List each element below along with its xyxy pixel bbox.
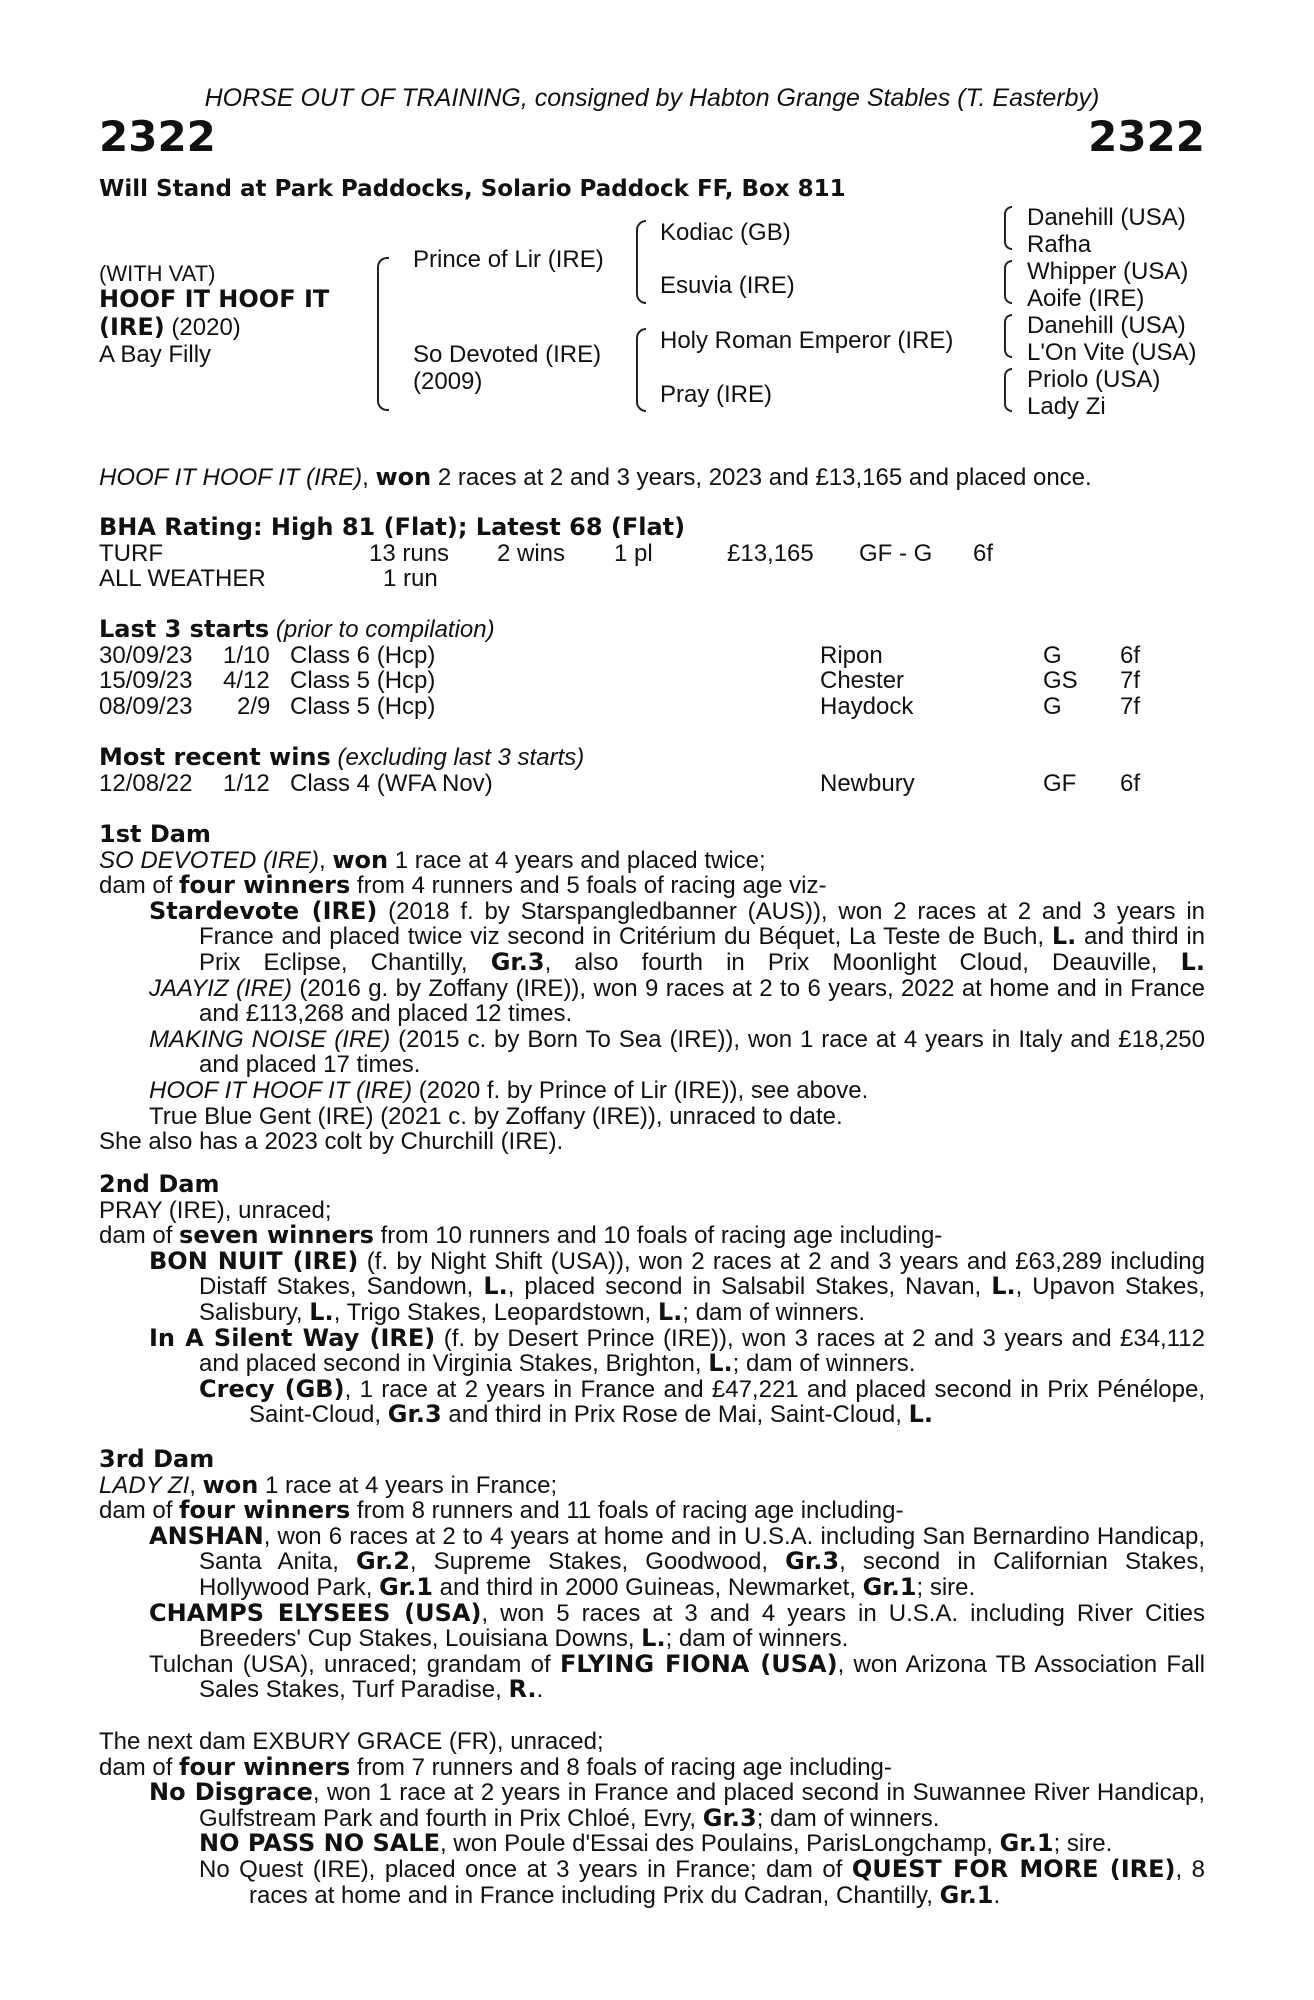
dam2-entry-1: BON NUIT (IRE) (f. by Night Shift (USA)), won 2 races at 2 and 3 years and £63,289 including Distaff Stakes, Sandown, L., placed second in Salsabil Stakes, Navan, L., Upavon Stakes, Salisbury, L., Trigo Stakes, Leopardstown, L.; dam of winners.: [149, 1246, 1205, 1326]
last-3-starts: Last 3 starts (prior to compilation) 30/09/23 1/10 Class 6 (Hcp) Ripon G 6f 15/09/23 4/12 Class 5 (Hcp) Chester GS 7f 08/09/23 2/9 Class 5 (Hcp) Haydock G 7f: [99, 617, 1205, 719]
third-dam: 3rd Dam LADY ZI, won 1 race at 4 years in France; dam of four winners from 8 runners and 11 foals of racing age including- ANSHAN, won 6 races at 2 to 4 years at home and in U.S.A. including San Bernardino Handicap, Santa Anita, Gr.2, Supreme Stakes, Goodwood, Gr.3, second in Californian Stakes, Hollywood Park, Gr.1 and third in 2000 Guineas, Newmarket, Gr.1; sire. CHAMPS ELYSEES (USA), won 5 races at 3 and 4 years in U.S.A. including River Cities Breeders' Cup Stakes, Louisiana Downs, L.; dam of winners. Tulchan (USA), unraced; grandam of FLYING FIONA (USA), won Arizona TB Association Fall Sales Stakes, Turf Paradise, R..: [99, 1445, 1205, 1704]
dss: Danehill (USA): [1027, 312, 1186, 339]
dam1-footnote: She also has a 2023 colt by Churchill (IRE).: [99, 1128, 564, 1156]
rating-row-aw: ALL WEATHER 1 run: [99, 565, 438, 593]
horse-description: A Bay Filly: [99, 341, 212, 368]
start-row: 15/09/23 4/12 Class 5 (Hcp) Chester GS 7f: [99, 667, 1141, 695]
horse-name: HOOF IT HOOF IT: [99, 285, 330, 313]
start-row: 08/09/23 2/9 Class 5 (Hcp) Haydock G 7f: [99, 692, 1141, 720]
pedigree-bracket: [377, 257, 389, 411]
sds: Whipper (USA): [1027, 258, 1189, 285]
race-summary: HOOF IT HOOF IT (IRE), won 2 races at 2 and 3 years, 2023 and £13,165 and placed once.: [99, 463, 1092, 491]
dam2-entry-2: In A Silent Way (IRE) (f. by Desert Prince (IRE)), won 3 races at 2 and 3 years and £34,112 and placed second in Virginia Stakes, Brighton, L.; dam of winners.: [149, 1323, 1205, 1378]
sdd: Aoife (IRE): [1027, 285, 1145, 312]
dam4-entry-2: NO PASS NO SALE, won Poule d'Essai des Poulains, ParisLongchamp, Gr.1; sire.: [199, 1829, 1113, 1858]
dam1-entry-5: True Blue Gent (IRE) (2021 c. by Zoffany (IRE)), unraced to date.: [149, 1102, 843, 1130]
dam2-entry-3: Crecy (GB), 1 race at 2 years in France and £47,221 and placed second in Prix Pénélope, Saint-Cloud, Gr.3 and third in Prix Rose de Mai, Saint-Cloud, L.: [199, 1374, 1205, 1429]
dam3-entry-2: CHAMPS ELYSEES (USA), won 5 races at 3 and 4 years in U.S.A. including River Cities Breeders' Cup Stakes, Louisiana Downs, L.; dam of winners.: [149, 1598, 1205, 1653]
sire-bracket: [636, 220, 646, 304]
dam-sire: Holy Roman Emperor (IRE): [660, 327, 954, 354]
lot-number-left: 2322: [99, 112, 216, 161]
dds: Priolo (USA): [1027, 366, 1161, 393]
bracket-g3-4: [1004, 368, 1012, 412]
next-dam: The next dam EXBURY GRACE (FR), unraced; dam of four winners from 7 runners and 8 foals of racing age including- No Disgrace, won 1 race at 2 years in France and placed second in Suwannee River Handicap, Gulfstream Park and fourth in Prix Chloé, Evry, Gr.3; dam of winners. NO PASS NO SALE, won Poule d'Essai des Poulains, ParisLongchamp, Gr.1; sire. No Quest (IRE), placed once at 3 years in France; dam of QUEST FOR MORE (IRE), 8 races at home and in France including Prix du Cadran, Chantilly, Gr.1.: [99, 1728, 1206, 1909]
dam-year: (2009): [413, 368, 483, 395]
rating-row-turf: TURF 13 runs 2 wins 1 pl £13,165 GF - G 6f: [99, 539, 994, 567]
dam1-entry-3: MAKING NOISE (IRE) (2015 c. by Born To Sea (IRE)), won 1 race at 4 years in Italy and £18,250 and placed 17 times.: [149, 1025, 1206, 1079]
rating-title: BHA Rating: High 81 (Flat); Latest 68 (Flat): [99, 513, 686, 541]
bracket-g3-1: [1004, 206, 1012, 250]
dam-dam: Pray (IRE): [660, 381, 773, 408]
stand-location: Will Stand at Park Paddocks, Solario Paddock FF, Box 811: [99, 176, 846, 202]
dsd: L'On Vite (USA): [1027, 339, 1197, 366]
dam-bracket: [636, 328, 646, 412]
sire: Prince of Lir (IRE): [413, 246, 604, 273]
horse-origin-year: (IRE) (2020): [99, 313, 241, 341]
rating-section: [99, 515, 1205, 592]
lot-number-right: 2322: [1088, 112, 1205, 161]
bracket-g3-2: [1004, 260, 1012, 304]
most-recent-wins: Most recent wins (excluding last 3 starts) 12/08/22 1/12 Class 4 (WFA Nov) Newbury GF 6f: [99, 745, 1205, 796]
dam3-entry-3: Tulchan (USA), unraced; grandam of FLYING FIONA (USA), won Arizona TB Association Fall Sales Stakes, Turf Paradise, R..: [149, 1649, 1205, 1704]
vat-note: (WITH VAT): [99, 261, 216, 286]
first-dam: 1st Dam SO DEVOTED (IRE), won 1 race at 4 years and placed twice; dam of four winners from 4 runners and 5 foals of racing age viz- Stardevote (IRE) (2018 f. by Starspangledbanner (AUS)), won 2 races at 2 and 3 years in France and placed twice viz second in Critérium du Béquet, La Teste de Buch, L. and third in Prix Eclipse, Chantilly, Gr.3, also fourth in Prix Moonlight Cloud, Deauville, L. JAAYIZ (IRE) (2016 g. by Zoffany (IRE)), won 9 races at 2 to 6 years, 2022 at home and in France and £113,268 and placed 12 times. MAKING NOISE (IRE) (2015 c. by Born To Sea (IRE)), won 1 race at 4 years in Italy and £18,250 and placed 17 times. HOOF IT HOOF IT (IRE) (2020 f. by Prince of Lir (IRE)), see above. True Blue Gent (IRE) (2021 c. by Zoffany (IRE)), unraced to date. She also has a 2023 colt by Churchill (IRE).: [99, 820, 1206, 1156]
start-row: 30/09/23 1/10 Class 6 (Hcp) Ripon G 6f: [99, 641, 1141, 669]
ddd: Lady Zi: [1027, 393, 1106, 420]
bracket-g3-3: [1004, 314, 1012, 358]
sire-sire: Kodiac (GB): [660, 219, 791, 246]
dam: So Devoted (IRE): [413, 341, 602, 368]
dam4-entry-1: No Disgrace, won 1 race at 2 years in France and placed second in Suwannee River Handicap, Gulfstream Park and fourth in Prix Chloé, Evry, Gr.3; dam of winners.: [149, 1778, 1206, 1832]
second-dam: 2nd Dam PRAY (IRE), unraced; dam of seven winners from 10 runners and 10 foals of racing age including- BON NUIT (IRE) (f. by Night Shift (USA)), won 2 races at 2 and 3 years and £63,289 including Distaff Stakes, Sandown, L., placed second in Salsabil Stakes, Navan, L., Upavon Stakes, Salisbury, L., Trigo Stakes, Leopardstown, L.; dam of winners. In A Silent Way (IRE) (f. by Desert Prince (IRE)), won 3 races at 2 and 3 years and £34,112 and placed second in Virginia Stakes, Brighton, L.; dam of winners. Crecy (GB), 1 race at 2 years in France and £47,221 and placed second in Prix Pénélope, Saint-Cloud, Gr.3 and third in Prix Rose de Mai, Saint-Cloud, L.: [99, 1170, 1205, 1429]
dam4-entry-3: No Quest (IRE), placed once at 3 years in France; dam of QUEST FOR MORE (IRE), 8 races at home and in France including Prix du Cadran, Chantilly, Gr.1.: [199, 1854, 1206, 1909]
dam1-entry-1: Stardevote (IRE) (2018 f. by Starspangledbanner (AUS)), won 2 races at 2 and 3 years in France and placed twice viz second in Critérium du Béquet, La Teste de Buch, L. and third in Prix Eclipse, Chantilly, Gr.3, also fourth in Prix Moonlight Cloud, Deauville, L.: [149, 896, 1205, 976]
win-row: 12/08/22 1/12 Class 4 (WFA Nov) Newbury GF 6f: [99, 769, 1141, 797]
dam1-entry-4: HOOF IT HOOF IT (IRE) (2020 f. by Prince of Lir (IRE)), see above.: [149, 1076, 869, 1104]
consignment-line: HORSE OUT OF TRAINING, consigned by Habton Grange Stables (T. Easterby): [204, 84, 1100, 112]
sss: Danehill (USA): [1027, 204, 1186, 231]
dam1-entry-2: JAAYIZ (IRE) (2016 g. by Zoffany (IRE)), won 9 races at 2 to 6 years, 2022 at home and in France and £113,268 and placed 12 times.: [149, 974, 1205, 1028]
sire-dam: Esuvia (IRE): [660, 272, 795, 299]
ssd: Rafha: [1027, 231, 1092, 258]
dam3-entry-1: ANSHAN, won 6 races at 2 to 4 years at home and in U.S.A. including San Bernardino Handicap, Santa Anita, Gr.2, Supreme Stakes, Goodwood, Gr.3, second in Californian Stakes, Hollywood Park, Gr.1 and third in 2000 Guineas, Newmarket, Gr.1; sire.: [149, 1521, 1205, 1601]
